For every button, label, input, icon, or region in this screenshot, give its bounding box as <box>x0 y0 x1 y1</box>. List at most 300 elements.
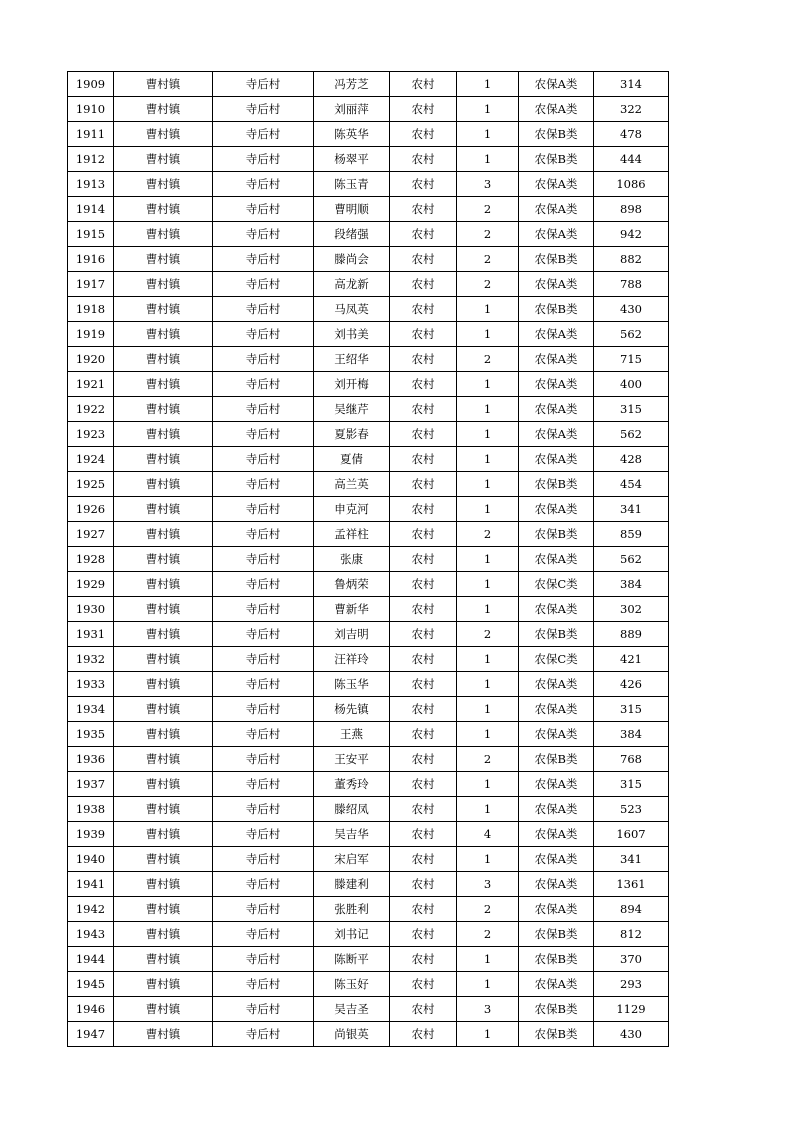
cell-area-type: 农村 <box>390 397 457 422</box>
cell-amount: 894 <box>594 897 669 922</box>
cell-area-type: 农村 <box>390 372 457 397</box>
cell-town: 曹村镇 <box>114 397 213 422</box>
cell-area-type: 农村 <box>390 472 457 497</box>
cell-town: 曹村镇 <box>114 547 213 572</box>
cell-row-number: 1919 <box>68 322 114 347</box>
cell-person-name: 吴吉华 <box>314 822 390 847</box>
cell-row-number: 1920 <box>68 347 114 372</box>
table-row <box>68 247 669 272</box>
cell-insurance-category: 农保A类 <box>519 722 594 747</box>
cell-village: 寺后村 <box>213 97 314 122</box>
cell-amount: 315 <box>594 697 669 722</box>
cell-person-name: 刘开梅 <box>314 372 390 397</box>
cell-area-type: 农村 <box>390 597 457 622</box>
cell-town: 曹村镇 <box>114 472 213 497</box>
cell-amount: 562 <box>594 322 669 347</box>
cell-person-name: 马凤英 <box>314 297 390 322</box>
cell-village: 寺后村 <box>213 1022 314 1047</box>
cell-amount: 1361 <box>594 872 669 897</box>
cell-area-type: 农村 <box>390 522 457 547</box>
cell-insurance-category: 农保B类 <box>519 297 594 322</box>
cell-amount: 562 <box>594 422 669 447</box>
cell-row-number: 1942 <box>68 897 114 922</box>
cell-household-count: 2 <box>457 522 519 547</box>
cell-amount: 384 <box>594 572 669 597</box>
cell-area-type: 农村 <box>390 972 457 997</box>
cell-row-number: 1928 <box>68 547 114 572</box>
cell-insurance-category: 农保B类 <box>519 947 594 972</box>
cell-insurance-category: 农保B类 <box>519 472 594 497</box>
cell-amount: 426 <box>594 672 669 697</box>
cell-household-count: 1 <box>457 422 519 447</box>
cell-area-type: 农村 <box>390 322 457 347</box>
cell-household-count: 2 <box>457 247 519 272</box>
cell-household-count: 1 <box>457 147 519 172</box>
cell-area-type: 农村 <box>390 897 457 922</box>
cell-town: 曹村镇 <box>114 622 213 647</box>
table-row <box>68 772 669 797</box>
cell-amount: 341 <box>594 847 669 872</box>
cell-person-name: 刘书记 <box>314 922 390 947</box>
cell-person-name: 刘吉明 <box>314 622 390 647</box>
cell-row-number: 1915 <box>68 222 114 247</box>
cell-area-type: 农村 <box>390 547 457 572</box>
cell-town: 曹村镇 <box>114 322 213 347</box>
cell-village: 寺后村 <box>213 347 314 372</box>
cell-row-number: 1935 <box>68 722 114 747</box>
cell-amount: 768 <box>594 747 669 772</box>
cell-row-number: 1929 <box>68 572 114 597</box>
cell-town: 曹村镇 <box>114 747 213 772</box>
cell-household-count: 1 <box>457 597 519 622</box>
table-row <box>68 922 669 947</box>
cell-town: 曹村镇 <box>114 772 213 797</box>
table-row <box>68 972 669 997</box>
cell-village: 寺后村 <box>213 747 314 772</box>
cell-village: 寺后村 <box>213 422 314 447</box>
cell-village: 寺后村 <box>213 272 314 297</box>
cell-amount: 898 <box>594 197 669 222</box>
cell-town: 曹村镇 <box>114 947 213 972</box>
cell-insurance-category: 农保B类 <box>519 622 594 647</box>
cell-town: 曹村镇 <box>114 272 213 297</box>
cell-area-type: 农村 <box>390 272 457 297</box>
cell-village: 寺后村 <box>213 997 314 1022</box>
cell-town: 曹村镇 <box>114 97 213 122</box>
table-row <box>68 272 669 297</box>
cell-town: 曹村镇 <box>114 647 213 672</box>
cell-row-number: 1933 <box>68 672 114 697</box>
cell-person-name: 鲁炳荣 <box>314 572 390 597</box>
cell-area-type: 农村 <box>390 97 457 122</box>
cell-household-count: 1 <box>457 1022 519 1047</box>
cell-row-number: 1937 <box>68 772 114 797</box>
cell-insurance-category: 农保A类 <box>519 897 594 922</box>
cell-amount: 315 <box>594 397 669 422</box>
cell-row-number: 1940 <box>68 847 114 872</box>
cell-area-type: 农村 <box>390 672 457 697</box>
cell-town: 曹村镇 <box>114 972 213 997</box>
cell-person-name: 刘书美 <box>314 322 390 347</box>
cell-household-count: 3 <box>457 997 519 1022</box>
cell-insurance-category: 农保A类 <box>519 847 594 872</box>
cell-person-name: 高兰英 <box>314 472 390 497</box>
cell-area-type: 农村 <box>390 797 457 822</box>
cell-town: 曹村镇 <box>114 847 213 872</box>
table-body <box>68 72 669 1047</box>
table-row <box>68 72 669 97</box>
table-row <box>68 397 669 422</box>
cell-area-type: 农村 <box>390 622 457 647</box>
cell-village: 寺后村 <box>213 897 314 922</box>
cell-amount: 454 <box>594 472 669 497</box>
cell-row-number: 1924 <box>68 447 114 472</box>
cell-household-count: 1 <box>457 97 519 122</box>
cell-village: 寺后村 <box>213 822 314 847</box>
cell-household-count: 1 <box>457 547 519 572</box>
cell-insurance-category: 农保A类 <box>519 197 594 222</box>
cell-insurance-category: 农保A类 <box>519 872 594 897</box>
cell-village: 寺后村 <box>213 647 314 672</box>
cell-town: 曹村镇 <box>114 172 213 197</box>
cell-area-type: 农村 <box>390 1022 457 1047</box>
cell-insurance-category: 农保A类 <box>519 372 594 397</box>
cell-row-number: 1926 <box>68 497 114 522</box>
cell-person-name: 刘丽萍 <box>314 97 390 122</box>
cell-person-name: 滕尚会 <box>314 247 390 272</box>
cell-person-name: 陈英华 <box>314 122 390 147</box>
cell-insurance-category: 农保B类 <box>519 747 594 772</box>
cell-household-count: 4 <box>457 822 519 847</box>
cell-household-count: 1 <box>457 847 519 872</box>
table-row <box>68 597 669 622</box>
cell-amount: 400 <box>594 372 669 397</box>
cell-insurance-category: 农保A类 <box>519 447 594 472</box>
cell-area-type: 农村 <box>390 922 457 947</box>
cell-amount: 384 <box>594 722 669 747</box>
cell-household-count: 1 <box>457 672 519 697</box>
cell-area-type: 农村 <box>390 997 457 1022</box>
cell-area-type: 农村 <box>390 572 457 597</box>
table-row <box>68 472 669 497</box>
cell-town: 曹村镇 <box>114 872 213 897</box>
cell-row-number: 1912 <box>68 147 114 172</box>
cell-person-name: 王绍华 <box>314 347 390 372</box>
table-row <box>68 622 669 647</box>
cell-household-count: 2 <box>457 922 519 947</box>
cell-person-name: 陈玉华 <box>314 672 390 697</box>
table-row <box>68 522 669 547</box>
cell-amount: 788 <box>594 272 669 297</box>
cell-area-type: 农村 <box>390 72 457 97</box>
cell-person-name: 申克河 <box>314 497 390 522</box>
cell-area-type: 农村 <box>390 747 457 772</box>
cell-insurance-category: 农保B类 <box>519 997 594 1022</box>
table-row <box>68 172 669 197</box>
cell-town: 曹村镇 <box>114 197 213 222</box>
cell-insurance-category: 农保A类 <box>519 172 594 197</box>
cell-amount: 421 <box>594 647 669 672</box>
cell-village: 寺后村 <box>213 797 314 822</box>
cell-village: 寺后村 <box>213 522 314 547</box>
table-row <box>68 747 669 772</box>
cell-row-number: 1916 <box>68 247 114 272</box>
cell-village: 寺后村 <box>213 547 314 572</box>
cell-row-number: 1943 <box>68 922 114 947</box>
cell-area-type: 农村 <box>390 772 457 797</box>
cell-insurance-category: 农保A类 <box>519 972 594 997</box>
table-row <box>68 497 669 522</box>
cell-insurance-category: 农保B类 <box>519 122 594 147</box>
cell-village: 寺后村 <box>213 597 314 622</box>
cell-town: 曹村镇 <box>114 497 213 522</box>
cell-insurance-category: 农保A类 <box>519 797 594 822</box>
cell-town: 曹村镇 <box>114 447 213 472</box>
cell-town: 曹村镇 <box>114 822 213 847</box>
cell-insurance-category: 农保A类 <box>519 397 594 422</box>
cell-area-type: 农村 <box>390 447 457 472</box>
cell-village: 寺后村 <box>213 322 314 347</box>
table-row <box>68 197 669 222</box>
cell-village: 寺后村 <box>213 72 314 97</box>
cell-village: 寺后村 <box>213 372 314 397</box>
cell-town: 曹村镇 <box>114 597 213 622</box>
table-row <box>68 847 669 872</box>
cell-amount: 478 <box>594 122 669 147</box>
cell-row-number: 1934 <box>68 697 114 722</box>
cell-insurance-category: 农保A类 <box>519 597 594 622</box>
cell-amount: 444 <box>594 147 669 172</box>
cell-row-number: 1938 <box>68 797 114 822</box>
cell-household-count: 1 <box>457 797 519 822</box>
cell-household-count: 2 <box>457 272 519 297</box>
cell-insurance-category: 农保A类 <box>519 347 594 372</box>
table-row <box>68 947 669 972</box>
cell-village: 寺后村 <box>213 772 314 797</box>
cell-amount: 715 <box>594 347 669 372</box>
cell-insurance-category: 农保A类 <box>519 672 594 697</box>
cell-amount: 293 <box>594 972 669 997</box>
cell-person-name: 陈玉好 <box>314 972 390 997</box>
cell-town: 曹村镇 <box>114 897 213 922</box>
cell-household-count: 1 <box>457 122 519 147</box>
cell-amount: 315 <box>594 772 669 797</box>
cell-person-name: 曹明顺 <box>314 197 390 222</box>
cell-person-name: 张胜利 <box>314 897 390 922</box>
cell-insurance-category: 农保A类 <box>519 97 594 122</box>
cell-person-name: 高龙新 <box>314 272 390 297</box>
cell-village: 寺后村 <box>213 497 314 522</box>
cell-amount: 430 <box>594 1022 669 1047</box>
cell-village: 寺后村 <box>213 447 314 472</box>
cell-row-number: 1936 <box>68 747 114 772</box>
cell-insurance-category: 农保A类 <box>519 772 594 797</box>
cell-amount: 882 <box>594 247 669 272</box>
cell-person-name: 张康 <box>314 547 390 572</box>
table-row <box>68 897 669 922</box>
cell-person-name: 曹新华 <box>314 597 390 622</box>
cell-insurance-category: 农保C类 <box>519 647 594 672</box>
cell-amount: 302 <box>594 597 669 622</box>
cell-village: 寺后村 <box>213 947 314 972</box>
cell-person-name: 尚银英 <box>314 1022 390 1047</box>
cell-household-count: 3 <box>457 872 519 897</box>
cell-village: 寺后村 <box>213 672 314 697</box>
cell-village: 寺后村 <box>213 922 314 947</box>
cell-insurance-category: 农保B类 <box>519 147 594 172</box>
cell-amount: 1129 <box>594 997 669 1022</box>
cell-town: 曹村镇 <box>114 222 213 247</box>
cell-village: 寺后村 <box>213 222 314 247</box>
cell-village: 寺后村 <box>213 722 314 747</box>
cell-row-number: 1947 <box>68 1022 114 1047</box>
cell-town: 曹村镇 <box>114 1022 213 1047</box>
cell-town: 曹村镇 <box>114 72 213 97</box>
cell-town: 曹村镇 <box>114 147 213 172</box>
cell-amount: 942 <box>594 222 669 247</box>
cell-person-name: 汪祥玲 <box>314 647 390 672</box>
cell-household-count: 1 <box>457 397 519 422</box>
cell-town: 曹村镇 <box>114 697 213 722</box>
table-row <box>68 1022 669 1047</box>
cell-person-name: 滕建利 <box>314 872 390 897</box>
cell-person-name: 滕绍凤 <box>314 797 390 822</box>
cell-village: 寺后村 <box>213 572 314 597</box>
cell-row-number: 1932 <box>68 647 114 672</box>
cell-area-type: 农村 <box>390 947 457 972</box>
cell-area-type: 农村 <box>390 172 457 197</box>
cell-town: 曹村镇 <box>114 422 213 447</box>
cell-row-number: 1944 <box>68 947 114 972</box>
table-row <box>68 147 669 172</box>
cell-town: 曹村镇 <box>114 572 213 597</box>
cell-person-name: 宋启军 <box>314 847 390 872</box>
cell-row-number: 1911 <box>68 122 114 147</box>
cell-insurance-category: 农保B类 <box>519 1022 594 1047</box>
cell-row-number: 1939 <box>68 822 114 847</box>
cell-household-count: 2 <box>457 347 519 372</box>
cell-person-name: 陈断平 <box>314 947 390 972</box>
cell-area-type: 农村 <box>390 197 457 222</box>
cell-row-number: 1927 <box>68 522 114 547</box>
table-row <box>68 647 669 672</box>
cell-insurance-category: 农保A类 <box>519 547 594 572</box>
cell-household-count: 1 <box>457 972 519 997</box>
cell-town: 曹村镇 <box>114 797 213 822</box>
table-row <box>68 697 669 722</box>
cell-amount: 562 <box>594 547 669 572</box>
cell-household-count: 2 <box>457 222 519 247</box>
cell-person-name: 冯芳芝 <box>314 72 390 97</box>
cell-village: 寺后村 <box>213 847 314 872</box>
table-row <box>68 822 669 847</box>
cell-row-number: 1925 <box>68 472 114 497</box>
cell-person-name: 夏影春 <box>314 422 390 447</box>
cell-amount: 322 <box>594 97 669 122</box>
cell-area-type: 农村 <box>390 347 457 372</box>
cell-area-type: 农村 <box>390 822 457 847</box>
cell-insurance-category: 农保A类 <box>519 697 594 722</box>
cell-amount: 314 <box>594 72 669 97</box>
cell-household-count: 3 <box>457 172 519 197</box>
cell-village: 寺后村 <box>213 972 314 997</box>
table-row <box>68 347 669 372</box>
cell-area-type: 农村 <box>390 297 457 322</box>
cell-insurance-category: 农保A类 <box>519 497 594 522</box>
cell-row-number: 1922 <box>68 397 114 422</box>
cell-amount: 428 <box>594 447 669 472</box>
cell-household-count: 2 <box>457 197 519 222</box>
cell-area-type: 农村 <box>390 247 457 272</box>
cell-village: 寺后村 <box>213 697 314 722</box>
cell-household-count: 2 <box>457 747 519 772</box>
cell-area-type: 农村 <box>390 697 457 722</box>
cell-household-count: 1 <box>457 497 519 522</box>
cell-household-count: 1 <box>457 572 519 597</box>
cell-household-count: 2 <box>457 622 519 647</box>
table-row <box>68 122 669 147</box>
cell-person-name: 王燕 <box>314 722 390 747</box>
cell-amount: 523 <box>594 797 669 822</box>
cell-village: 寺后村 <box>213 297 314 322</box>
cell-person-name: 段绪强 <box>314 222 390 247</box>
cell-row-number: 1921 <box>68 372 114 397</box>
cell-row-number: 1917 <box>68 272 114 297</box>
cell-town: 曹村镇 <box>114 347 213 372</box>
table-row <box>68 872 669 897</box>
cell-insurance-category: 农保B类 <box>519 522 594 547</box>
cell-household-count: 1 <box>457 447 519 472</box>
cell-area-type: 农村 <box>390 872 457 897</box>
table-row <box>68 222 669 247</box>
cell-town: 曹村镇 <box>114 922 213 947</box>
cell-row-number: 1930 <box>68 597 114 622</box>
cell-insurance-category: 农保A类 <box>519 322 594 347</box>
cell-household-count: 1 <box>457 72 519 97</box>
cell-insurance-category: 农保A类 <box>519 222 594 247</box>
cell-town: 曹村镇 <box>114 722 213 747</box>
table-row <box>68 547 669 572</box>
cell-household-count: 1 <box>457 372 519 397</box>
cell-amount: 430 <box>594 297 669 322</box>
cell-area-type: 农村 <box>390 147 457 172</box>
cell-row-number: 1941 <box>68 872 114 897</box>
cell-village: 寺后村 <box>213 622 314 647</box>
cell-person-name: 杨先镇 <box>314 697 390 722</box>
cell-row-number: 1923 <box>68 422 114 447</box>
cell-person-name: 陈玉青 <box>314 172 390 197</box>
cell-town: 曹村镇 <box>114 247 213 272</box>
cell-insurance-category: 农保A类 <box>519 72 594 97</box>
cell-town: 曹村镇 <box>114 672 213 697</box>
table-row <box>68 422 669 447</box>
cell-amount: 889 <box>594 622 669 647</box>
cell-household-count: 2 <box>457 897 519 922</box>
cell-amount: 370 <box>594 947 669 972</box>
cell-row-number: 1918 <box>68 297 114 322</box>
cell-insurance-category: 农保C类 <box>519 572 594 597</box>
cell-area-type: 农村 <box>390 422 457 447</box>
table-row <box>68 97 669 122</box>
table-row <box>68 997 669 1022</box>
cell-household-count: 1 <box>457 647 519 672</box>
cell-person-name: 吴继芹 <box>314 397 390 422</box>
cell-row-number: 1946 <box>68 997 114 1022</box>
cell-town: 曹村镇 <box>114 522 213 547</box>
cell-person-name: 吴吉圣 <box>314 997 390 1022</box>
cell-row-number: 1931 <box>68 622 114 647</box>
cell-row-number: 1914 <box>68 197 114 222</box>
